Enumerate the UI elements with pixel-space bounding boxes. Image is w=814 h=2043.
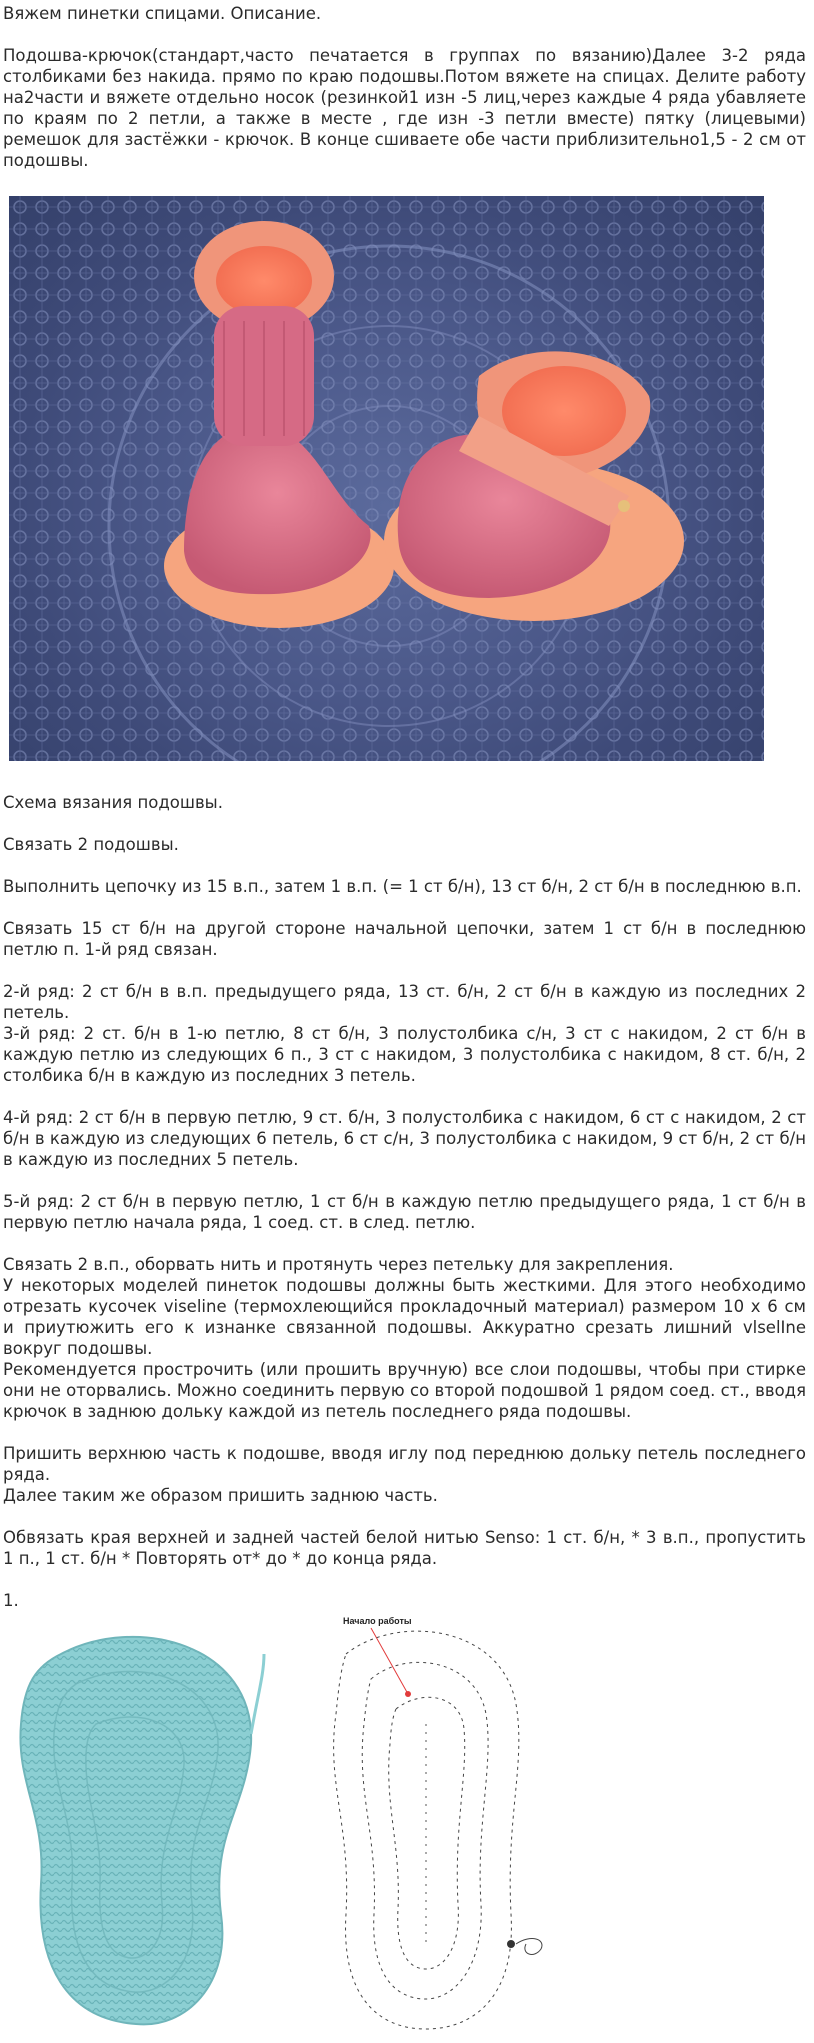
article-title: Вяжем пинетки спицами. Описание. (3, 4, 322, 23)
scheme-title: Схема вязания подошвы. (3, 793, 223, 812)
intro-paragraph: Подошва-крючок(стандарт,часто печатается в группах по вязанию)Далее 3-2 ряда столбиками без накида. прямо по краю подошвы.Потом вяжете на спицах. Делите работу на2части и вяжете отдельно носок (резинкой1 изн -5 лиц,через каждые 4 ряда убавляете по краям по 2 петли, а также в месте , где изн -3 петли вместе) пятку (лицевыми) ремешок для застёжки - крючок. В конце сшиваете обе части приблизительно1,5 - 2 см от подошвы. (3, 46, 806, 170)
step-other-side: Связать 15 ст б/н на другой стороне начальной цепочки, затем 1 ст б/н в последнюю петлю п. 1-й ряд связан. (3, 919, 806, 959)
sole-diagram (6, 1614, 550, 2043)
row-3: 3-й ряд: 2 ст. б/н в 1-ю петлю, 8 ст б/н, 3 полустолбика с/н, 3 ст с накидом, 2 ст б/н в каждую петлю из следующих 6 п., 3 ст с накидом, 3 полустолбика с накидом, 8 ст. б/н, 2 столбика б/н в каждую из последних 3 петель. (3, 1024, 806, 1085)
row-4: 4-й ряд: 2 ст б/н в первую петлю, 9 ст. б/н, 3 полустолбика с накидом, 6 ст с накидом, 2 ст б/н в каждую из следующих 6 петель, 6 ст с/н, 3 полустолбика с накидом, 9 ст б/н, 2 ст б/н в каждую из последних 5 петель. (3, 1108, 806, 1169)
booties-photo-drawing (9, 196, 764, 761)
finish-paragraph: Связать 2 в.п., оборвать нить и протянуть через петельку для закрепления. У некоторых моделей пинеток подошвы должны быть жесткими. Для этого необходимо отрезать кусочек viseline (термохлеющийся прокладочный материал) размером 10 х 6 см и приутюжить его к изнанке связанной подошвы. Аккуратно срезать лишний vlselIne вокруг подошвы. (3, 1255, 806, 1358)
figure-number: 1. (3, 1591, 19, 1610)
stitch-tip: Рекомендуется прострочить (или прошить вручную) все слои подошвы, чтобы при стирке они не оторвались. Можно соединить первую со второй подошвой 1 рядом соед. ст., вводя крючок в заднюю дольку каждой из петель последнего ряда подошвы. (3, 1360, 806, 1421)
sew-top: Пришить верхнюю часть к подошве, вводя иглу под переднюю дольку петель последнего ряда. (3, 1444, 806, 1484)
booties-photo (9, 196, 764, 761)
tie-two-soles: Связать 2 подошвы. (3, 835, 179, 854)
row-5: 5-й ряд: 2 ст б/н в первую петлю, 1 ст б/н в каждую петлю предыдущего ряда, 1 ст б/н в первую петлю начала ряда, 1 соед. ст. в след. петлю. (3, 1192, 806, 1232)
diagram-start-label: Начало работы (343, 1616, 412, 1626)
sole-diagram-drawing (6, 1614, 550, 2043)
sew-back: Далее таким же образом пришить заднюю часть. (3, 1486, 438, 1505)
step-chain: Выполнить цепочку из 15 в.п., затем 1 в.п. (= 1 ст б/н), 13 ст б/н, 2 ст б/н в последнюю в.п. (3, 877, 802, 896)
row-2: 2-й ряд: 2 ст б/н в в.п. предыдущего ряда, 13 ст. б/н, 2 ст б/н в каждую из последних 2 петель. (3, 982, 806, 1022)
edge-finishing: Обвязать края верхней и задней частей белой нитью Senso: 1 ст. б/н, * 3 в.п., пропустить 1 п., 1 ст. б/н * Повторять от* до * до конца ряда. (3, 1528, 806, 1568)
